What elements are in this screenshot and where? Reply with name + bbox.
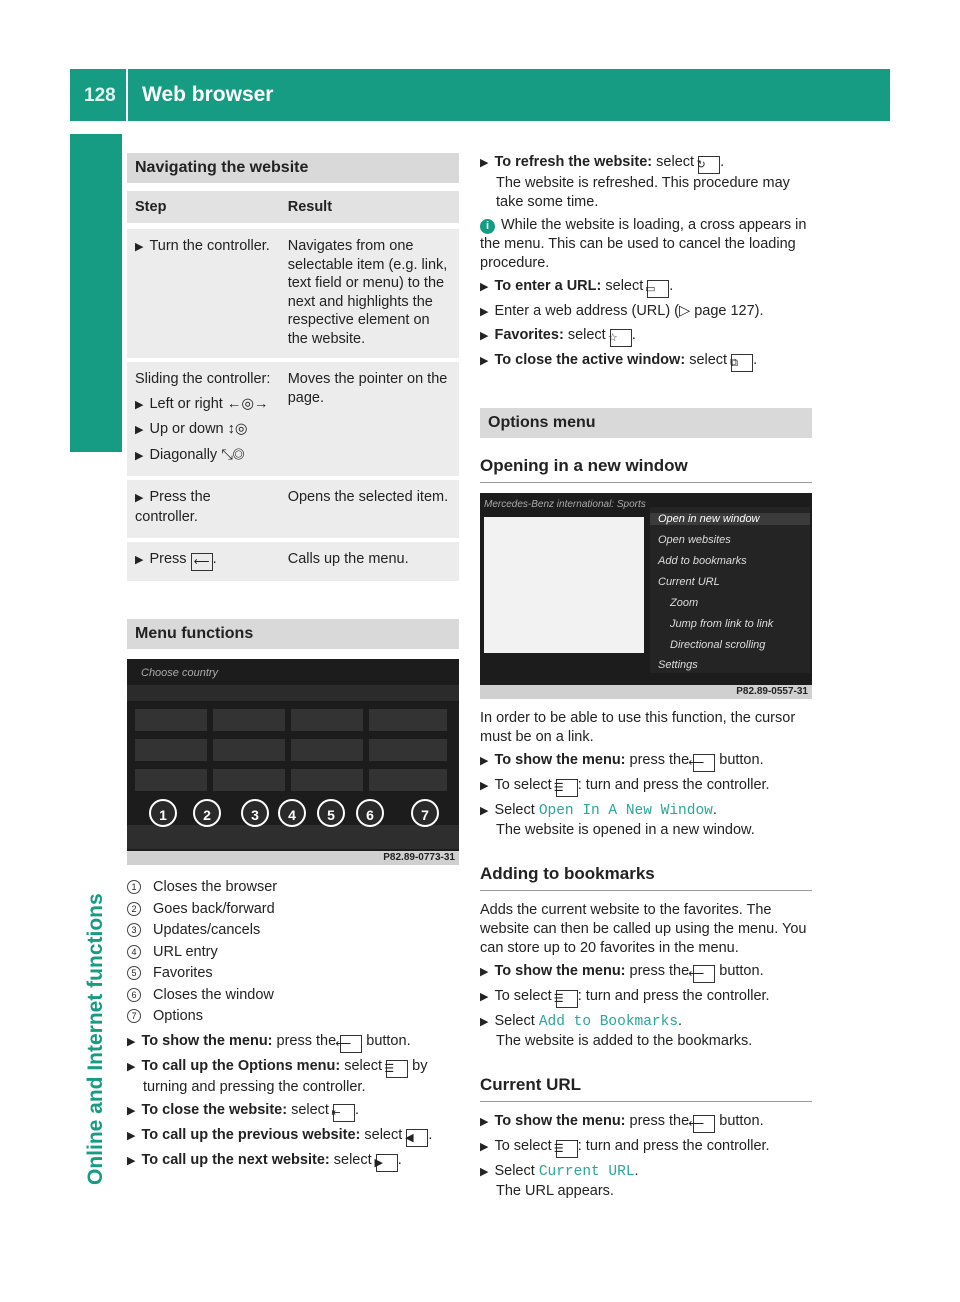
arrow-icon: ▶ bbox=[135, 398, 144, 411]
callout-4: 4 bbox=[278, 799, 306, 827]
info-icon: i bbox=[480, 219, 495, 234]
browser-menu-screenshot bbox=[127, 659, 459, 865]
controller-diagonal-icon: ⤡◎ bbox=[221, 446, 245, 463]
instruction: ▶ Select Add to Bookmarks. The website is added to the bookmarks. bbox=[480, 1013, 753, 1049]
callout-2: 2 bbox=[193, 799, 221, 827]
callout-3: 3 bbox=[241, 799, 269, 827]
option-add-bookmarks: Add to Bookmarks bbox=[538, 1014, 679, 1030]
close-browser-icon: ⇤ bbox=[333, 1104, 355, 1122]
step-text: Turn the controller. bbox=[149, 238, 270, 254]
side-tab-label: Online and Internet functions bbox=[84, 893, 107, 1185]
section-navigating-title: Navigating the website bbox=[127, 153, 459, 183]
back-key-icon: ⟵ bbox=[340, 1035, 362, 1053]
menu-item-current-url[interactable]: Current URL bbox=[658, 576, 720, 588]
controller-up-down-icon: ↕◎ bbox=[227, 421, 248, 437]
table-row: ▶ Press ⟵ . Calls up the menu. bbox=[127, 540, 459, 583]
menu-key-icon: ☰ bbox=[556, 990, 578, 1008]
result-text: Calls up the menu. bbox=[280, 540, 459, 583]
table-row bbox=[127, 226, 459, 360]
arrow-icon: ▶ bbox=[135, 492, 144, 504]
menu-item-directional-scrolling[interactable]: Directional scrolling bbox=[670, 639, 766, 651]
legend-item: 1 Closes the browser bbox=[127, 877, 459, 899]
menu-item-open-websites[interactable]: Open websites bbox=[658, 534, 731, 546]
url-entry-icon: ▭ bbox=[647, 280, 669, 298]
navigation-table bbox=[127, 191, 459, 585]
back-key-icon: ⟵ bbox=[693, 1115, 715, 1133]
instruction: ▶ To close the active window: select ⧉ . bbox=[480, 351, 812, 372]
bookmarks-intro: Adds the current website to the favorites. The website can then be called up using the menu. You can store up to 20 favorites in the menu. bbox=[480, 902, 807, 956]
country-cell bbox=[291, 709, 363, 731]
country-cell bbox=[291, 739, 363, 761]
header-divider bbox=[126, 69, 128, 121]
instruction: ▶ To show the menu: press the ⟵ button. bbox=[127, 1032, 459, 1053]
instruction: ▶ To call up the previous website: select ◀ . bbox=[127, 1126, 459, 1147]
instruction: ▶ To refresh the website: select ↻ . The website is refreshed. This procedure may take some time. bbox=[480, 154, 790, 210]
menu-item-jump-link[interactable]: Jump from link to link bbox=[670, 618, 774, 630]
option-current-url: Current URL bbox=[538, 1164, 635, 1180]
menu-item-settings[interactable]: Settings bbox=[658, 659, 698, 671]
controller-left-right-icon: ←◎→ bbox=[226, 395, 269, 412]
step-sub-text: Diagonally bbox=[149, 446, 218, 463]
country-cell bbox=[213, 709, 285, 731]
country-cell bbox=[135, 769, 207, 791]
table-row bbox=[127, 478, 459, 540]
screen-toolbar bbox=[127, 825, 459, 849]
image-caption: P82.89-0773-31 bbox=[127, 851, 459, 865]
legend-item: 3 Updates/cancels bbox=[127, 920, 459, 942]
heading-current-url: Current URL bbox=[480, 1075, 812, 1102]
right-column bbox=[480, 153, 812, 1201]
options-menu-panel bbox=[650, 507, 810, 673]
result-text: Navigates from one selectable item (e.g. link, text field or menu) to the next and highlights the respective element on the website. bbox=[280, 226, 459, 360]
screen-title: Mercedes-Benz international: Sports bbox=[484, 499, 646, 510]
step-text: Press bbox=[149, 551, 187, 567]
arrow-icon: ▶ bbox=[135, 424, 144, 436]
instruction: ▶ To show the menu: press the ⟵ button. bbox=[480, 962, 812, 983]
menu-key-icon: ☰ bbox=[386, 1060, 408, 1078]
screen-title: Choose country bbox=[141, 667, 219, 679]
instruction: ▶ Select Current URL. The URL appears. bbox=[480, 1163, 639, 1199]
page-title: Web browser bbox=[142, 83, 274, 106]
callout-6: 6 bbox=[356, 799, 384, 827]
arrow-icon: ▶ bbox=[135, 241, 144, 253]
options-menu-screenshot bbox=[480, 493, 812, 699]
page-number: 128 bbox=[84, 85, 116, 106]
section-options-menu-title: Options menu bbox=[480, 408, 812, 438]
menu-key-icon: ☰ bbox=[556, 1140, 578, 1158]
step-sub-text: Left or right bbox=[149, 395, 223, 412]
callout-legend bbox=[127, 877, 459, 1028]
legend-item: 6 Closes the window bbox=[127, 985, 459, 1007]
step-sub-text: Up or down bbox=[149, 421, 224, 437]
instruction: ▶ To call up the next website: select ▶ . bbox=[127, 1151, 459, 1172]
country-cell bbox=[369, 769, 447, 791]
legend-item: 5 Favorites bbox=[127, 963, 459, 985]
arrow-icon: ▶ bbox=[135, 449, 144, 462]
web-page-preview bbox=[484, 517, 644, 653]
country-cell bbox=[369, 709, 447, 731]
result-text: Moves the pointer on the page. bbox=[280, 360, 459, 478]
image-caption: P82.89-0557-31 bbox=[480, 685, 812, 699]
menu-item-open-new-window[interactable]: Open in new window bbox=[650, 513, 810, 525]
step-text: Sliding the controller: bbox=[135, 371, 271, 387]
col-result: Result bbox=[280, 191, 459, 226]
menu-item-add-bookmarks[interactable]: Add to bookmarks bbox=[658, 555, 747, 567]
legend-item: 2 Goes back/forward bbox=[127, 899, 459, 921]
instruction: ▶ To select ☰ : turn and press the controller. bbox=[480, 1137, 812, 1158]
menu-key-icon: ☰ bbox=[556, 779, 578, 797]
menu-item-zoom[interactable]: Zoom bbox=[670, 597, 699, 609]
side-color-block bbox=[70, 134, 122, 452]
country-cell bbox=[135, 709, 207, 731]
left-column bbox=[127, 153, 459, 1172]
callout-7: 7 bbox=[411, 799, 439, 827]
instruction: ▶ Favorites: select ☆ . bbox=[480, 326, 812, 347]
step-text: Press the controller. bbox=[135, 489, 211, 525]
close-window-icon: ⧉ bbox=[731, 354, 753, 372]
arrow-icon: ▶ bbox=[135, 554, 144, 566]
side-tab bbox=[70, 455, 122, 1195]
page-header bbox=[70, 69, 890, 121]
callout-1: 1 bbox=[149, 799, 177, 827]
legend-item: 7 Options bbox=[127, 1006, 459, 1028]
previous-icon: ◀ bbox=[406, 1129, 428, 1147]
back-key-icon: ⟵ bbox=[693, 754, 715, 772]
next-icon: ▶ bbox=[376, 1154, 398, 1172]
instruction: ▶ Enter a web address (URL) (▷ page 127). bbox=[480, 303, 764, 319]
country-cell bbox=[135, 739, 207, 761]
legend-item: 4 URL entry bbox=[127, 942, 459, 964]
country-cell bbox=[213, 769, 285, 791]
refresh-icon: ↻ bbox=[698, 156, 720, 174]
heading-new-window: Opening in a new window bbox=[480, 456, 812, 483]
col-step: Step bbox=[127, 191, 280, 226]
instruction: ▶ To call up the Options menu: select ☰ by turning and pressing the controller. bbox=[127, 1057, 428, 1095]
instruction: ▶ To show the menu: press the ⟵ button. bbox=[480, 1112, 812, 1133]
country-cell bbox=[213, 739, 285, 761]
instruction: ▶ To enter a URL: select ▭ . bbox=[480, 277, 812, 298]
instruction: ▶ To select ☰ : turn and press the controller. bbox=[480, 987, 812, 1008]
table-header-row bbox=[127, 191, 459, 226]
callout-5: 5 bbox=[317, 799, 345, 827]
heading-bookmarks: Adding to bookmarks bbox=[480, 864, 812, 891]
screen-address-bar bbox=[127, 685, 459, 701]
instruction: ▶ To show the menu: press the ⟵ button. bbox=[480, 751, 812, 772]
result-text: Opens the selected item. bbox=[280, 478, 459, 540]
back-key-icon: ⟵ bbox=[693, 965, 715, 983]
new-window-intro: In order to be able to use this function, the cursor must be on a link. bbox=[480, 710, 796, 745]
option-open-new-window: Open In A New Window bbox=[538, 803, 713, 819]
instruction: ▶ To close the website: select ⇤ . bbox=[127, 1101, 459, 1122]
country-cell bbox=[291, 769, 363, 791]
instruction: ▶ To select ☰ : turn and press the controller. bbox=[480, 776, 812, 797]
info-note: i While the website is loading, a cross appears in the menu. This can be used to cancel the loading procedure. bbox=[480, 217, 807, 271]
table-row bbox=[127, 360, 459, 478]
back-key-icon: ⟵ bbox=[191, 553, 213, 571]
country-cell bbox=[369, 739, 447, 761]
instruction: ▶ Select Open In A New Window. The website is opened in a new window. bbox=[480, 802, 755, 838]
favorites-star-icon: ☆ bbox=[610, 329, 632, 347]
section-menu-functions-title: Menu functions bbox=[127, 619, 459, 649]
